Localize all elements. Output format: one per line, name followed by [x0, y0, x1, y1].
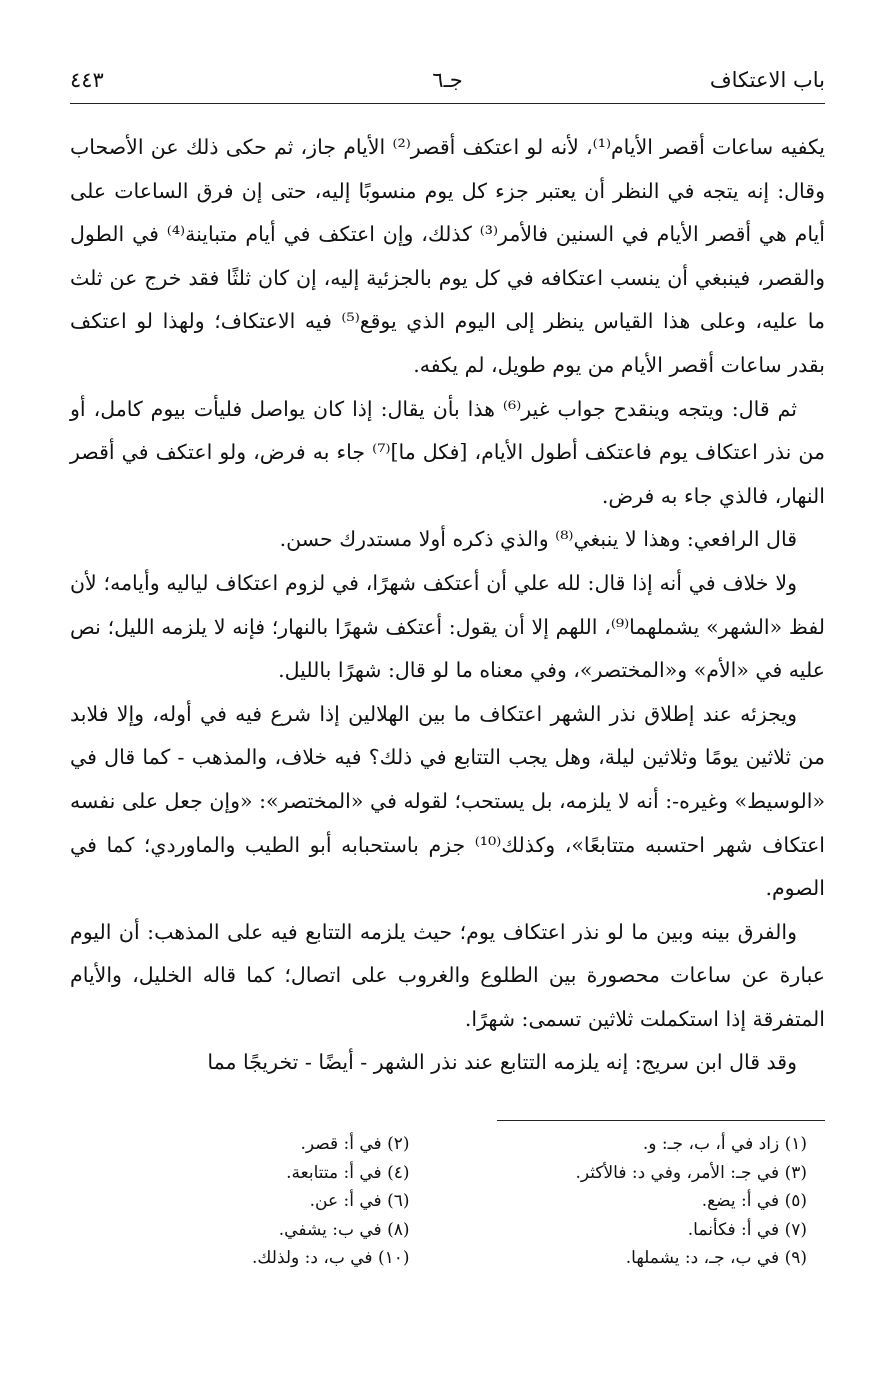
footnote-item: (١٠) في ب، د: ولذلك.: [252, 1248, 410, 1268]
footnote-item: (٤) في أ: متتابعة.: [286, 1162, 410, 1183]
paragraph: وقد قال ابن سريج: إنه يلزمه التتابع عند نذر الشهر - أيضًا - تخريجًا مما: [207, 1050, 797, 1075]
chapter-title: باب الاعتكاف: [709, 68, 825, 92]
header-divider: [70, 103, 825, 104]
footnote-item: (٣) في جـ: الأمر، وفي د: فالأكثر.: [575, 1162, 807, 1183]
footnote-item: (١) زاد في أ، ب، جـ: و.: [642, 1134, 807, 1154]
paragraph: ولا خلاف في أنه إذا قال: لله علي أن أعتكف شهرًا، في لزوم اعتكاف لياليه وأيامه؛ لأن لفظ «الشهر» يشملهما⁽⁹⁾، اللهم إلا أن يقول: أعتكف شهرًا بالنهار؛ فإنه لا يلزمه الليل؛ نص عليه في «الأم» و«المختصر»، وفي معناه ما لو قال: شهرًا بالليل.: [70, 570, 825, 683]
paragraph: يكفيه ساعات أقصر الأيام⁽¹⁾، لأنه لو اعتكف أقصر⁽²⁾ الأيام جاز، ثم حكى ذلك عن الأصحاب وقال: إنه يتجه في النظر أن يعتبر جزء كل يوم منسوبًا إليه، حتى إن فرق الساعات على أيام هي أقصر الأيام في السنين فالأمر⁽³⁾ كذلك، وإن اعتكف في أيام متباينة⁽⁴⁾ في الطول والقصر، فينبغي أن ينسب اعتكافه في كل يوم بالجزئية إليه، إن كان ثلثًا فقد خرج عن ثلث ما عليه، وعلى هذا القياس ينظر إلى اليوم الذي يوقع⁽⁵⁾ فيه الاعتكاف؛ ولهذا لو اعتكف بقدر ساعات أقصر الأيام من يوم طويل، لم يكفه.: [70, 135, 825, 377]
footnote-item: (٩) في ب، جـ، د: يشملها.: [625, 1248, 807, 1268]
paragraph: ويجزئه عند إطلاق نذر الشهر اعتكاف ما بين الهلالين إذا شرع فيه في أوله، وإلا فلابد من ثلاثين يومًا وثلاثين ليلة، وهل يجب التتابع في ذلك؟ فيه خلاف، والمذهب - كما قال في «الوسيط» وغيره-: أنه لا يلزمه، بل يستحب؛ لقوله في «المختصر»: «وإن جعل على نفسه اعتكاف شهر احتسبه متتابعًا»، وكذلك⁽¹⁰⁾ جزم باستحبابه أبو الطيب والماوردي؛ كما في الصوم.: [70, 701, 826, 901]
footnote-item: (٢) في أ: قصر.: [300, 1134, 410, 1154]
footnote-item: (٨) في ب: يشفي.: [278, 1219, 410, 1240]
footnote-divider: [497, 1120, 825, 1121]
footnote-item: (٥) في أ: يضع.: [701, 1191, 807, 1211]
running-header: [70, 62, 825, 102]
volume-label: جـ٦: [432, 68, 463, 92]
footnote-item: (٦) في أ: عن.: [309, 1191, 410, 1211]
footnotes: [70, 1130, 825, 1273]
paragraph: والفرق بينه وبين ما لو نذر اعتكاف يوم؛ حيث يلزمه التتابع فيه على المذهب: أن اليوم عبارة عن ساعات محصورة بين الطلوع والغروب على اتصال؛ كما قاله الخليل، والأيام المتفرقة إذا استكملت ثلاثين تسمى: شهرًا.: [70, 919, 825, 1031]
footnote-item: (٧) في أ: فكأنما.: [687, 1219, 807, 1240]
paragraph: قال الرافعي: وهذا لا ينبغي⁽⁸⁾ والذي ذكره أولا مستدرك حسن.: [279, 527, 797, 552]
main-text: [70, 126, 825, 1085]
paragraph: ثم قال: ويتجه وينقدح جواب غير⁽⁶⁾ هذا بأن يقال: إذا كان يواصل فليأت بيوم كامل، أو من نذر اعتكاف يوم فاعتكف أطول الأيام، [فكل ما]⁽⁷⁾ جاء به فرض، ولو اعتكف في أقصر النهار، فالذي جاء به فرض.: [70, 396, 825, 508]
page-number: ٤٤٣: [70, 68, 104, 92]
